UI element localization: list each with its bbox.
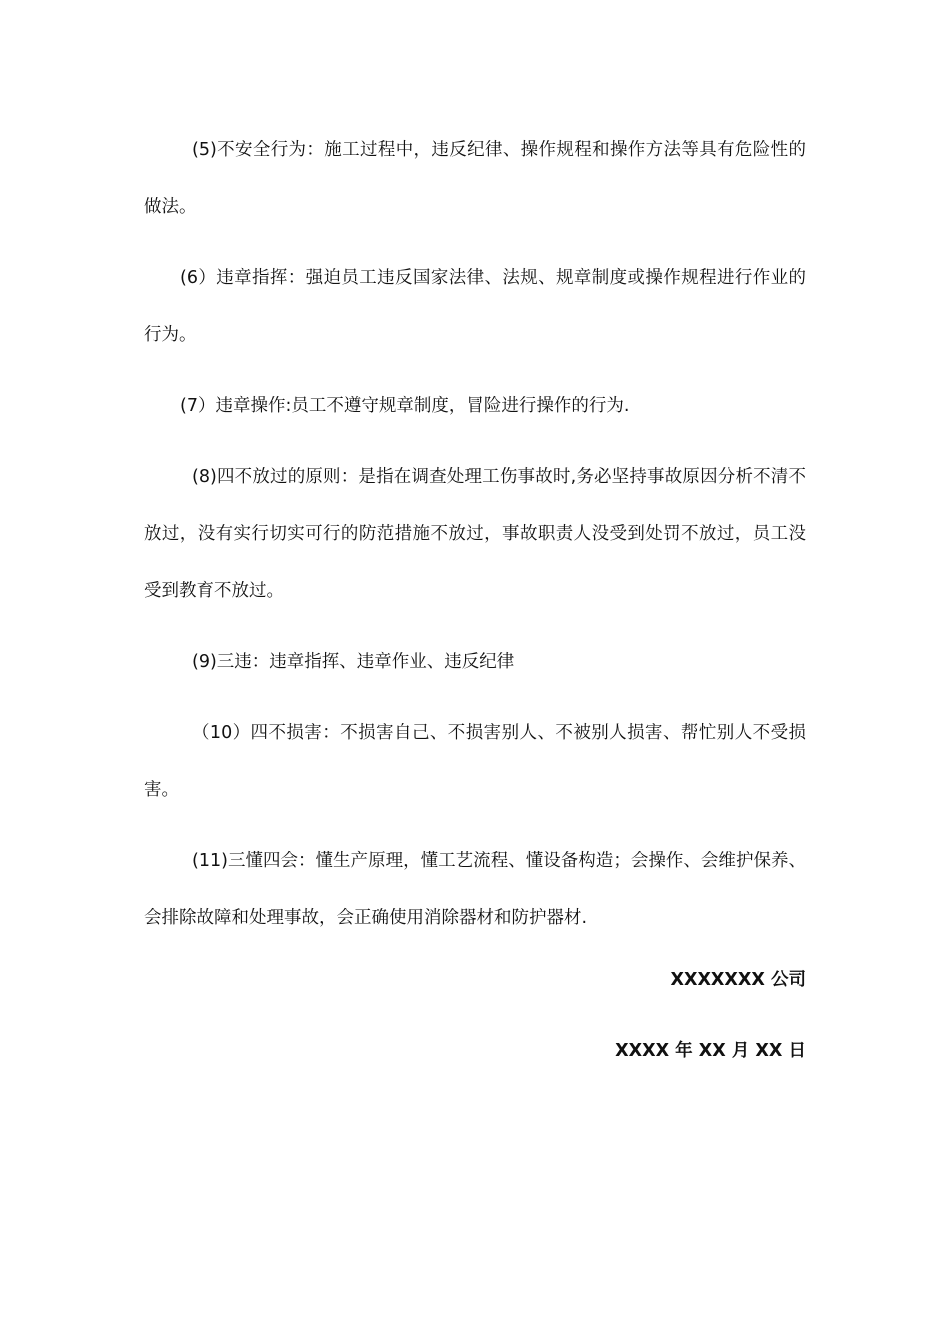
paragraph-four-no-harm: （10）四不损害：不损害自己、不损害别人、不被别人损害、帮忙别人不受损害。 (144, 723, 806, 800)
document-body (144, 122, 806, 961)
paragraph-illegal-operation: (7）违章操作:员工不遵守规章制度，冒险进行操作的行为. (180, 396, 630, 416)
paragraph-three-violations: (9)三违：违章指挥、违章作业、违反纪律 (192, 652, 515, 672)
paragraph-four-no-release-principle: (8)四不放过的原则：是指在调查处理工伤事故时,务必坚持事故原因分析不清不放过，没有实行切实可行的防范措施不放过，事故职责人没受到处罚不放过，员工没受到教育不放过。 (144, 467, 806, 601)
signature-date: XXXX 年 XX 月 XX 日 (615, 1041, 806, 1061)
paragraph-three-knows-four-abilities: (11)三懂四会：懂生产原理，懂工艺流程、懂设备构造；会操作、会维护保养、会排除故障和处理事故，会正确使用消除器材和防护器材. (144, 851, 806, 928)
paragraph-illegal-command: (6）违章指挥：强迫员工违反国家法律、法规、规章制度或操作规程进行作业的行为。 (144, 268, 806, 345)
paragraph-unsafe-behavior: (5)不安全行为：施工过程中，违反纪律、操作规程和操作方法等具有危险性的做法。 (144, 140, 806, 217)
signature-company: XXXXXXX 公司 (670, 970, 806, 990)
